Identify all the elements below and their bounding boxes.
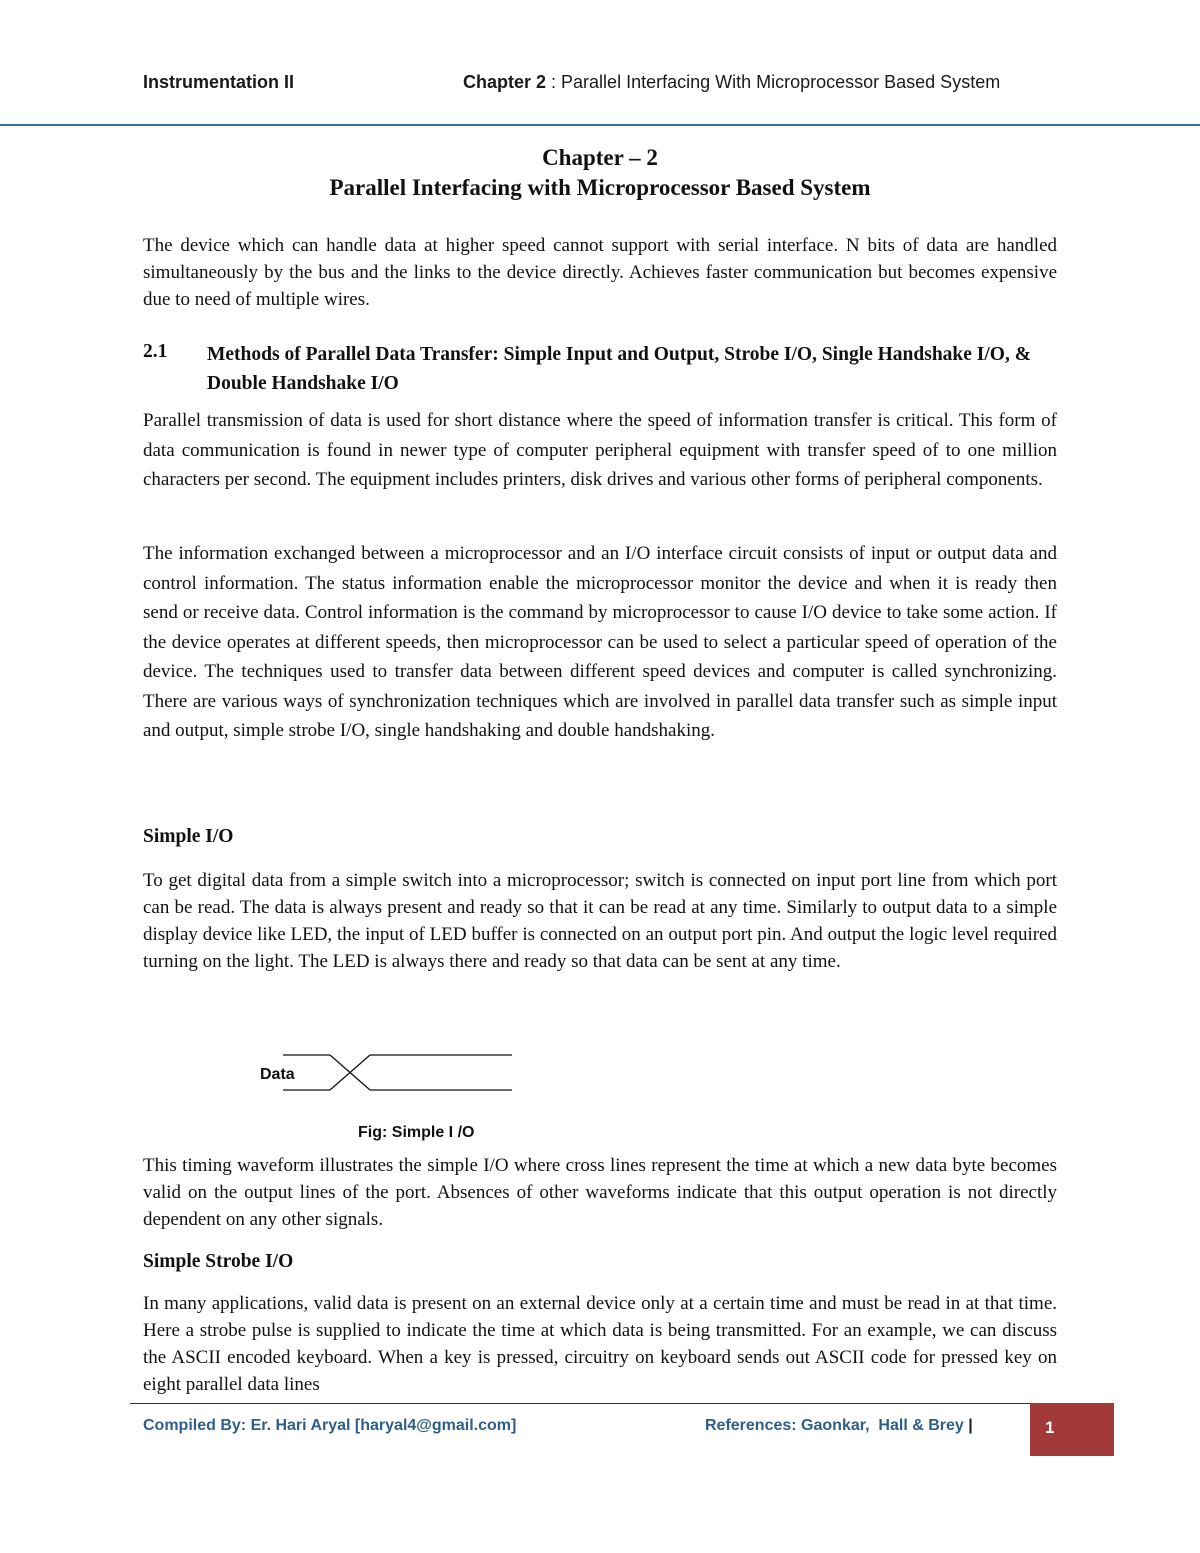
header-doc-title: Instrumentation II bbox=[143, 72, 295, 92]
simple-io-paragraph: To get digital data from a simple switch into a microprocessor; switch is connected on input port line from which port can be read. The data is always present and ready so that it can be read at any time. Similarly to output data to a simple display device like LED, the input of LED buffer is connected on an output port pin. And output the logic level required turning on the light. The LED is always there and ready so that data can be sent at any time. bbox=[143, 870, 1057, 972]
section-paragraph-1: Parallel transmission of data is used for short distance where the speed of information transfer is critical. This form of data communication is found in newer type of computer peripheral equipment with transfer speed of to one million characters per second. The equipment includes printers, disk drives and various other forms of peripheral components. bbox=[143, 410, 1057, 490]
header-chapter-label: Chapter 2 bbox=[463, 72, 547, 92]
footer-references-text: References: Gaonkar, Hall & Brey bbox=[705, 1417, 969, 1434]
data-signal-label: Data bbox=[260, 1066, 295, 1083]
header-chapter-name: : Parallel Interfacing With Microprocessor Based System bbox=[546, 72, 1001, 92]
footer-references bbox=[705, 1417, 973, 1435]
section-number: 2.1 bbox=[143, 341, 168, 362]
figure-description: This timing waveform illustrates the simple I/O where cross lines represent the time at which a new data byte becomes valid on the output lines of the port. Absences of other waveforms indicate that this output operation is not directly dependent on any other signals. bbox=[143, 1155, 1057, 1230]
page-number-box bbox=[1030, 1403, 1114, 1456]
header-chapter-title bbox=[463, 72, 1000, 93]
intro-paragraph: The device which can handle data at higher speed cannot support with serial interface. N bits of data are handled simultaneously by the bus and the links to the device directly. Achieves faster communication but becomes expensive due to need of multiple wires. bbox=[143, 235, 1057, 310]
section-title: Methods of Parallel Data Transfer: Simple Input and Output, Strobe I/O, Single Handshake I/O, & Double Handshake I/O bbox=[207, 344, 1031, 394]
footer-rule bbox=[130, 1403, 1112, 1404]
strobe-io-heading: Simple Strobe I/O bbox=[143, 1251, 294, 1272]
strobe-io-paragraph: In many applications, valid data is present on an external device only at a certain time and must be read in at that time. Here a strobe pulse is supplied to indicate the time at which data is being transmitted. For an example, we can discuss the ASCII encoded keyboard. When a key is pressed, circuitry on keyboard sends out ASCII code for pressed key on eight parallel data lines bbox=[143, 1293, 1057, 1395]
header-rule bbox=[0, 124, 1200, 126]
footer-separator: | bbox=[968, 1417, 973, 1434]
chapter-title: Parallel Interfacing with Microprocessor Based System bbox=[329, 175, 871, 200]
footer-compiled-by: Compiled By: Er. Hari Aryal [haryal4@gmail.com] bbox=[143, 1417, 517, 1434]
simple-io-timing-diagram bbox=[255, 1045, 525, 1105]
section-paragraph-2: The information exchanged between a microprocessor and an I/O interface circuit consists of input or output data and control information. The status information enable the microprocessor monitor the device and when it is ready then send or receive data. Control information is the command by microprocessor to cause I/O device to take some action. If the device operates at different speeds, then microprocessor can be used to select a particular speed of operation of the device. The techniques used to transfer data between different speed devices and computer is called synchronizing. There are various ways of synchronization techniques which are involved in parallel data transfer such as simple input and output, simple strobe I/O, single handshaking and double handshaking. bbox=[143, 543, 1057, 741]
figure-caption: Fig: Simple I /O bbox=[358, 1124, 475, 1141]
simple-io-heading: Simple I/O bbox=[143, 826, 234, 847]
page-number: 1 bbox=[1045, 1418, 1055, 1437]
chapter-number: Chapter – 2 bbox=[542, 145, 658, 170]
